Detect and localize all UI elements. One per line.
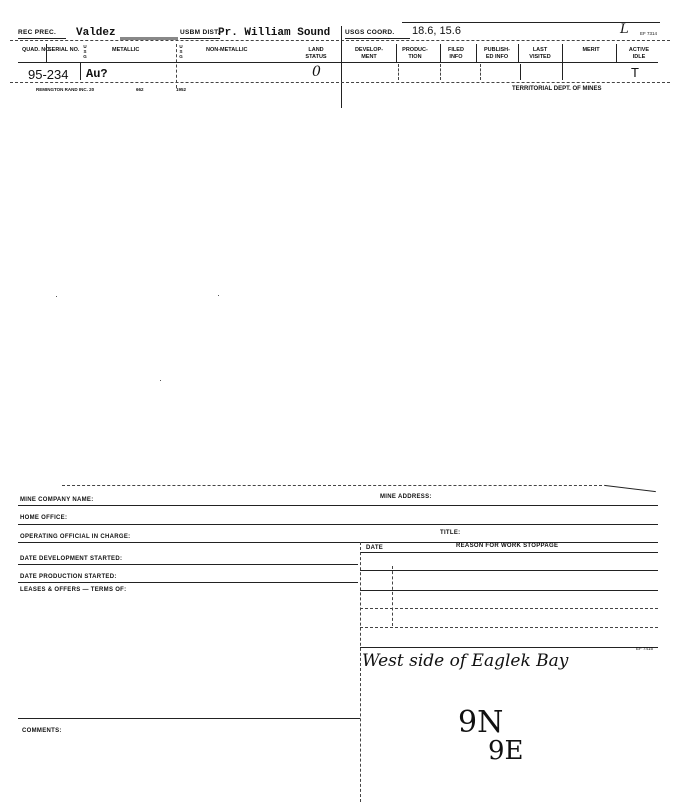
home-office-label: HOME OFFICE: xyxy=(20,515,68,521)
quad-serial-value: 95-234 xyxy=(28,67,69,82)
top-stroke xyxy=(604,485,656,492)
coord-divider xyxy=(341,26,342,108)
header-bottom-line xyxy=(18,62,658,63)
col-merit: MERIT xyxy=(582,47,600,53)
top-right-line xyxy=(402,22,660,23)
stoppage-row-line xyxy=(360,627,658,628)
col-divider xyxy=(440,64,441,80)
scan-speck xyxy=(218,295,219,296)
print-year: 1952 xyxy=(176,87,187,92)
usbm-dist-underline xyxy=(180,38,220,39)
usbm-dist-value: Pr. William Sound xyxy=(218,27,331,39)
development-line xyxy=(18,564,358,565)
col-serial-no: SERIAL NO. xyxy=(48,47,80,53)
handwritten-township: 9N xyxy=(458,705,504,740)
col-divider xyxy=(398,64,399,80)
col-divider xyxy=(476,44,477,62)
col-divider xyxy=(616,44,617,62)
col-filed-info: FILED INFO xyxy=(448,47,464,60)
lower-form-code: EF 7415 xyxy=(636,646,654,651)
col-usg-right: U S G xyxy=(179,44,183,59)
company-line xyxy=(18,505,658,506)
active-idle-value: T xyxy=(631,65,639,80)
comments-label: COMMENTS: xyxy=(22,728,62,734)
col-divider xyxy=(518,44,519,62)
usgs-coord-value: 18.6, 15.6 xyxy=(412,25,461,37)
usgs-coord-underline xyxy=(345,38,410,39)
col-published-info: PUBLISH- ED INFO xyxy=(484,47,510,60)
col-divider xyxy=(80,62,81,80)
printer-credit: REMINGTON RAND INC. 20 xyxy=(36,87,95,92)
stoppage-header-line xyxy=(360,552,658,553)
handwritten-range: 9E xyxy=(488,736,524,766)
top-form-code: EF 7314 xyxy=(640,31,658,36)
stoppage-row-line xyxy=(360,608,658,609)
col-development: DEVELOP- MENT xyxy=(354,47,384,60)
row-bottom-line xyxy=(10,82,670,83)
mine-company-name-label: MINE COMPANY NAME: xyxy=(20,497,94,503)
rec-prec-label: REC PREC. xyxy=(18,29,57,36)
col-usg-left: U S G xyxy=(83,44,87,59)
col-divider xyxy=(46,44,47,62)
stoppage-row-line xyxy=(360,590,658,591)
col-production: PRODUC- TION xyxy=(402,47,428,60)
metallic-value: Au? xyxy=(86,67,108,81)
date-production-label: DATE PRODUCTION STARTED: xyxy=(20,574,117,580)
scan-speck xyxy=(160,380,161,381)
production-line xyxy=(18,582,358,583)
col-metallic: METALLIC xyxy=(112,47,140,53)
home-office-line xyxy=(18,524,658,525)
date-development-label: DATE DEVELOPMENT STARTED: xyxy=(20,556,123,562)
scan-speck xyxy=(56,296,57,297)
leases-offers-label: LEASES & OFFERS — TERMS OF: xyxy=(20,587,127,593)
stoppage-row-line xyxy=(360,570,658,571)
col-divider xyxy=(480,64,481,80)
stoppage-row-line xyxy=(360,647,658,648)
col-active-idle: ACTIVE IDLE xyxy=(628,47,650,60)
print-number: 662 xyxy=(136,87,144,92)
col-divider xyxy=(520,64,521,80)
rec-prec-underline xyxy=(18,38,66,39)
reason-header: REASON FOR WORK STOPPAGE xyxy=(456,543,559,549)
col-last-visited: LAST VISITED xyxy=(529,47,551,60)
comments-top-line xyxy=(18,718,360,719)
mine-address-label: MINE ADDRESS: xyxy=(380,494,432,500)
col-divider xyxy=(396,44,397,62)
title-label: TITLE: xyxy=(440,530,461,536)
header-dashed-line xyxy=(10,40,670,41)
col-quad-no: QUAD. NO. xyxy=(22,47,52,53)
top-dashed-line xyxy=(62,485,602,486)
center-divider xyxy=(360,542,361,802)
usgs-coord-label: USGS COORD. xyxy=(345,29,395,36)
col-land-status: LAND STATUS xyxy=(305,47,327,60)
official-line xyxy=(18,542,658,543)
usbm-dist-label: USBM DIST. xyxy=(180,29,220,36)
territorial-dept: TERRITORIAL DEPT. OF MINES xyxy=(512,86,602,92)
land-status-value: 0 xyxy=(312,64,321,80)
operating-official-label: OPERATING OFFICIAL IN CHARGE: xyxy=(20,534,131,540)
date-column-divider xyxy=(392,566,393,626)
col-non-metallic: NON-METALLIC xyxy=(206,47,248,53)
rec-prec-value: Valdez xyxy=(76,27,116,39)
col-divider xyxy=(440,44,441,62)
date-header: DATE xyxy=(366,545,384,551)
handwritten-location: West side of Eaglek Bay xyxy=(362,651,569,671)
corner-mark: L xyxy=(620,22,629,37)
